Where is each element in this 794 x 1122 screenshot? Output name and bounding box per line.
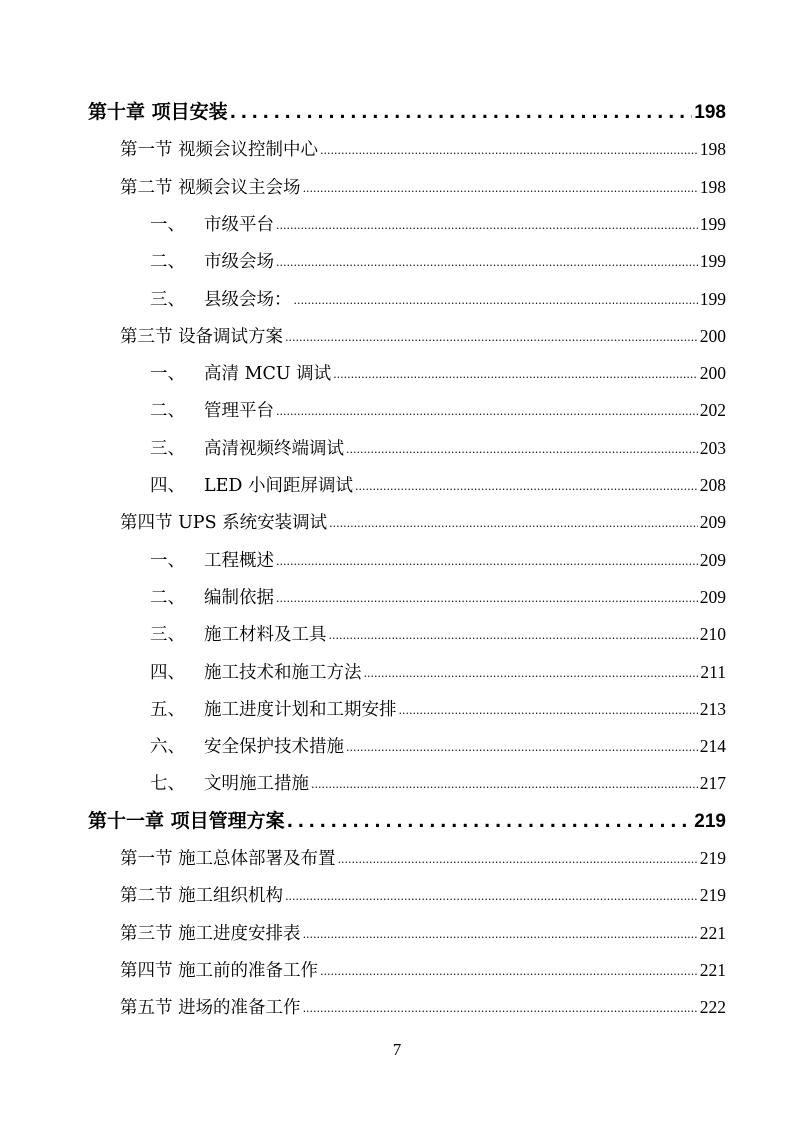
toc-page-number: 199 <box>699 288 726 309</box>
toc-entry-title: 安全保护技术措施 <box>204 737 344 758</box>
toc-entry-number: 一、 <box>150 214 185 235</box>
toc-subsection-entry[interactable] <box>150 728 726 765</box>
toc-entry-number: 四、 <box>150 662 185 683</box>
toc-subsection-entry[interactable] <box>150 281 726 318</box>
toc-section-entry[interactable] <box>120 877 726 914</box>
toc-dot-leader <box>329 617 698 654</box>
toc-entry-title: 市级平台 <box>204 214 274 235</box>
toc-page-number: 219 <box>699 848 726 868</box>
toc-section-entry[interactable] <box>120 989 726 1026</box>
toc-entry-title: 第二节 视频会议主会场 <box>120 177 301 198</box>
toc-dot-leader <box>276 543 698 580</box>
toc-page-number: 209 <box>699 586 726 607</box>
toc-entry-title: 第二节 施工组织机构 <box>120 886 284 907</box>
toc-entry-title: 施工技术和施工方法 <box>204 662 362 683</box>
toc-entry-number: 三、 <box>150 438 185 459</box>
toc-entry-title: 第三节 设备调试方案 <box>120 326 284 347</box>
toc-entry-number: 一、 <box>150 364 185 385</box>
toc-entry-title: 第三节 施工进度安排表 <box>120 923 301 944</box>
toc-entry-number: 三、 <box>150 289 185 310</box>
toc-entry-title: 施工材料及工具 <box>204 625 327 646</box>
toc-entry-title: 文明施工措施 <box>204 774 309 795</box>
toc-dot-leader <box>320 953 698 990</box>
toc-entry-title: 管理平台 <box>204 401 274 422</box>
toc-entry-title: 第一节 施工总体部署及布置 <box>120 849 336 869</box>
toc-subsection-entry[interactable] <box>150 691 726 728</box>
toc-page-number: 209 <box>699 549 726 570</box>
toc-subsection-entry[interactable] <box>150 430 726 467</box>
toc-section-entry[interactable] <box>120 169 726 206</box>
toc-section-entry[interactable] <box>120 840 726 877</box>
toc-entry-title: 县级会场： <box>204 289 292 310</box>
toc-subsection-entry[interactable] <box>150 392 726 429</box>
toc-entry-title: 第五节 进场的准备工作 <box>120 998 301 1019</box>
toc-entry-number: 五、 <box>150 699 185 720</box>
page-number: 7 <box>392 1040 402 1059</box>
toc-dot-leader <box>230 95 693 132</box>
toc-subsection-entry[interactable] <box>150 542 726 579</box>
toc-entry-title: 工程概述 <box>204 550 274 571</box>
toc-page-number: 198 <box>699 176 726 197</box>
toc-section-entry[interactable] <box>120 952 726 989</box>
toc-entry-number: 三、 <box>150 625 185 646</box>
toc-entry-title: 第十章 项目安装 <box>88 101 228 123</box>
toc-subsection-entry[interactable] <box>150 765 726 802</box>
toc-dot-leader <box>287 804 693 841</box>
toc-dot-leader <box>285 878 698 915</box>
toc-dot-leader <box>276 580 698 617</box>
toc-dot-leader <box>329 505 698 542</box>
toc-subsection-entry[interactable] <box>150 355 726 392</box>
toc-dot-leader <box>303 170 698 207</box>
toc-entry-title: 施工进度计划和工期安排 <box>204 699 397 720</box>
toc-page-number: 200 <box>699 363 726 384</box>
toc-entry-title: 高清视频终端调试 <box>204 438 344 459</box>
toc-page-number: 203 <box>699 437 726 458</box>
toc-entry-number: 二、 <box>150 587 185 608</box>
toc-page-number: 200 <box>699 325 726 346</box>
toc-entry-title: LED 小间距屏调试 <box>204 476 353 496</box>
toc-page-number: 209 <box>699 512 726 533</box>
toc-subsection-entry[interactable] <box>150 579 726 616</box>
toc-section-entry[interactable] <box>120 504 726 541</box>
toc-subsection-entry[interactable] <box>150 243 726 280</box>
toc-dot-leader <box>303 990 698 1027</box>
toc-dot-leader <box>311 766 698 803</box>
toc-section-entry[interactable] <box>120 318 726 355</box>
toc-entry-number: 六、 <box>150 737 185 758</box>
toc-page-number: 222 <box>699 997 726 1018</box>
toc-subsection-entry[interactable] <box>150 206 726 243</box>
toc-dot-leader <box>355 468 698 505</box>
toc-chapter-entry[interactable] <box>88 803 726 840</box>
toc-subsection-entry[interactable] <box>150 467 726 504</box>
toc-page-number: 208 <box>699 475 726 495</box>
toc-entry-title: 第四节 施工前的准备工作 <box>120 960 319 981</box>
toc-page-number: 221 <box>699 959 726 980</box>
toc-entry-title: 编制依据 <box>204 587 274 608</box>
toc-dot-leader <box>276 393 698 430</box>
toc-page-number: 198 <box>699 139 726 160</box>
toc-dot-leader <box>276 244 698 281</box>
toc-page-number: 198 <box>694 102 726 123</box>
toc-page-number: 202 <box>699 400 726 421</box>
toc-entry-number: 四、 <box>150 476 185 496</box>
toc-page-number: 199 <box>699 213 726 234</box>
toc-entry-title: 第四节 UPS 系统安装调试 <box>120 513 328 534</box>
toc-dot-leader <box>346 431 698 468</box>
toc-page-number: 219 <box>699 885 726 906</box>
toc-dot-leader <box>320 132 698 169</box>
toc-entry-number: 二、 <box>150 252 185 273</box>
toc-page-number: 217 <box>699 773 726 794</box>
toc-subsection-entry[interactable] <box>150 616 726 653</box>
toc-page-number: 213 <box>699 698 726 719</box>
toc-dot-leader <box>333 356 698 393</box>
toc-subsection-entry[interactable] <box>150 654 726 691</box>
toc-dot-leader <box>285 319 698 356</box>
toc-entry-number: 七、 <box>150 774 185 795</box>
toc-page-number: 199 <box>699 251 726 272</box>
toc-entry-title: 市级会场 <box>204 252 274 273</box>
toc-entry-title: 第十一章 项目管理方案 <box>88 809 285 832</box>
toc-entry-number: 二、 <box>150 401 185 422</box>
toc-page-number: 221 <box>699 922 726 943</box>
toc-page-number: 211 <box>700 661 726 682</box>
toc-dot-leader <box>399 692 698 729</box>
toc-page-number: 214 <box>699 736 726 757</box>
toc-page-number: 219 <box>694 810 726 832</box>
toc-entry-number: 一、 <box>150 550 185 571</box>
toc-dot-leader <box>364 655 699 692</box>
toc-chapter-entry[interactable] <box>88 94 726 131</box>
toc-dot-leader <box>338 841 698 878</box>
toc-dot-leader <box>276 207 698 244</box>
toc-dot-leader <box>346 729 698 766</box>
toc-entry-title: 第一节 视频会议控制中心 <box>120 140 319 161</box>
toc-page-number: 210 <box>699 624 726 645</box>
toc-section-entry[interactable] <box>120 131 726 168</box>
toc-section-entry[interactable] <box>120 915 726 952</box>
toc-dot-leader <box>294 282 698 319</box>
toc-dot-leader <box>303 916 698 953</box>
toc-entry-title: 高清 MCU 调试 <box>204 364 332 385</box>
